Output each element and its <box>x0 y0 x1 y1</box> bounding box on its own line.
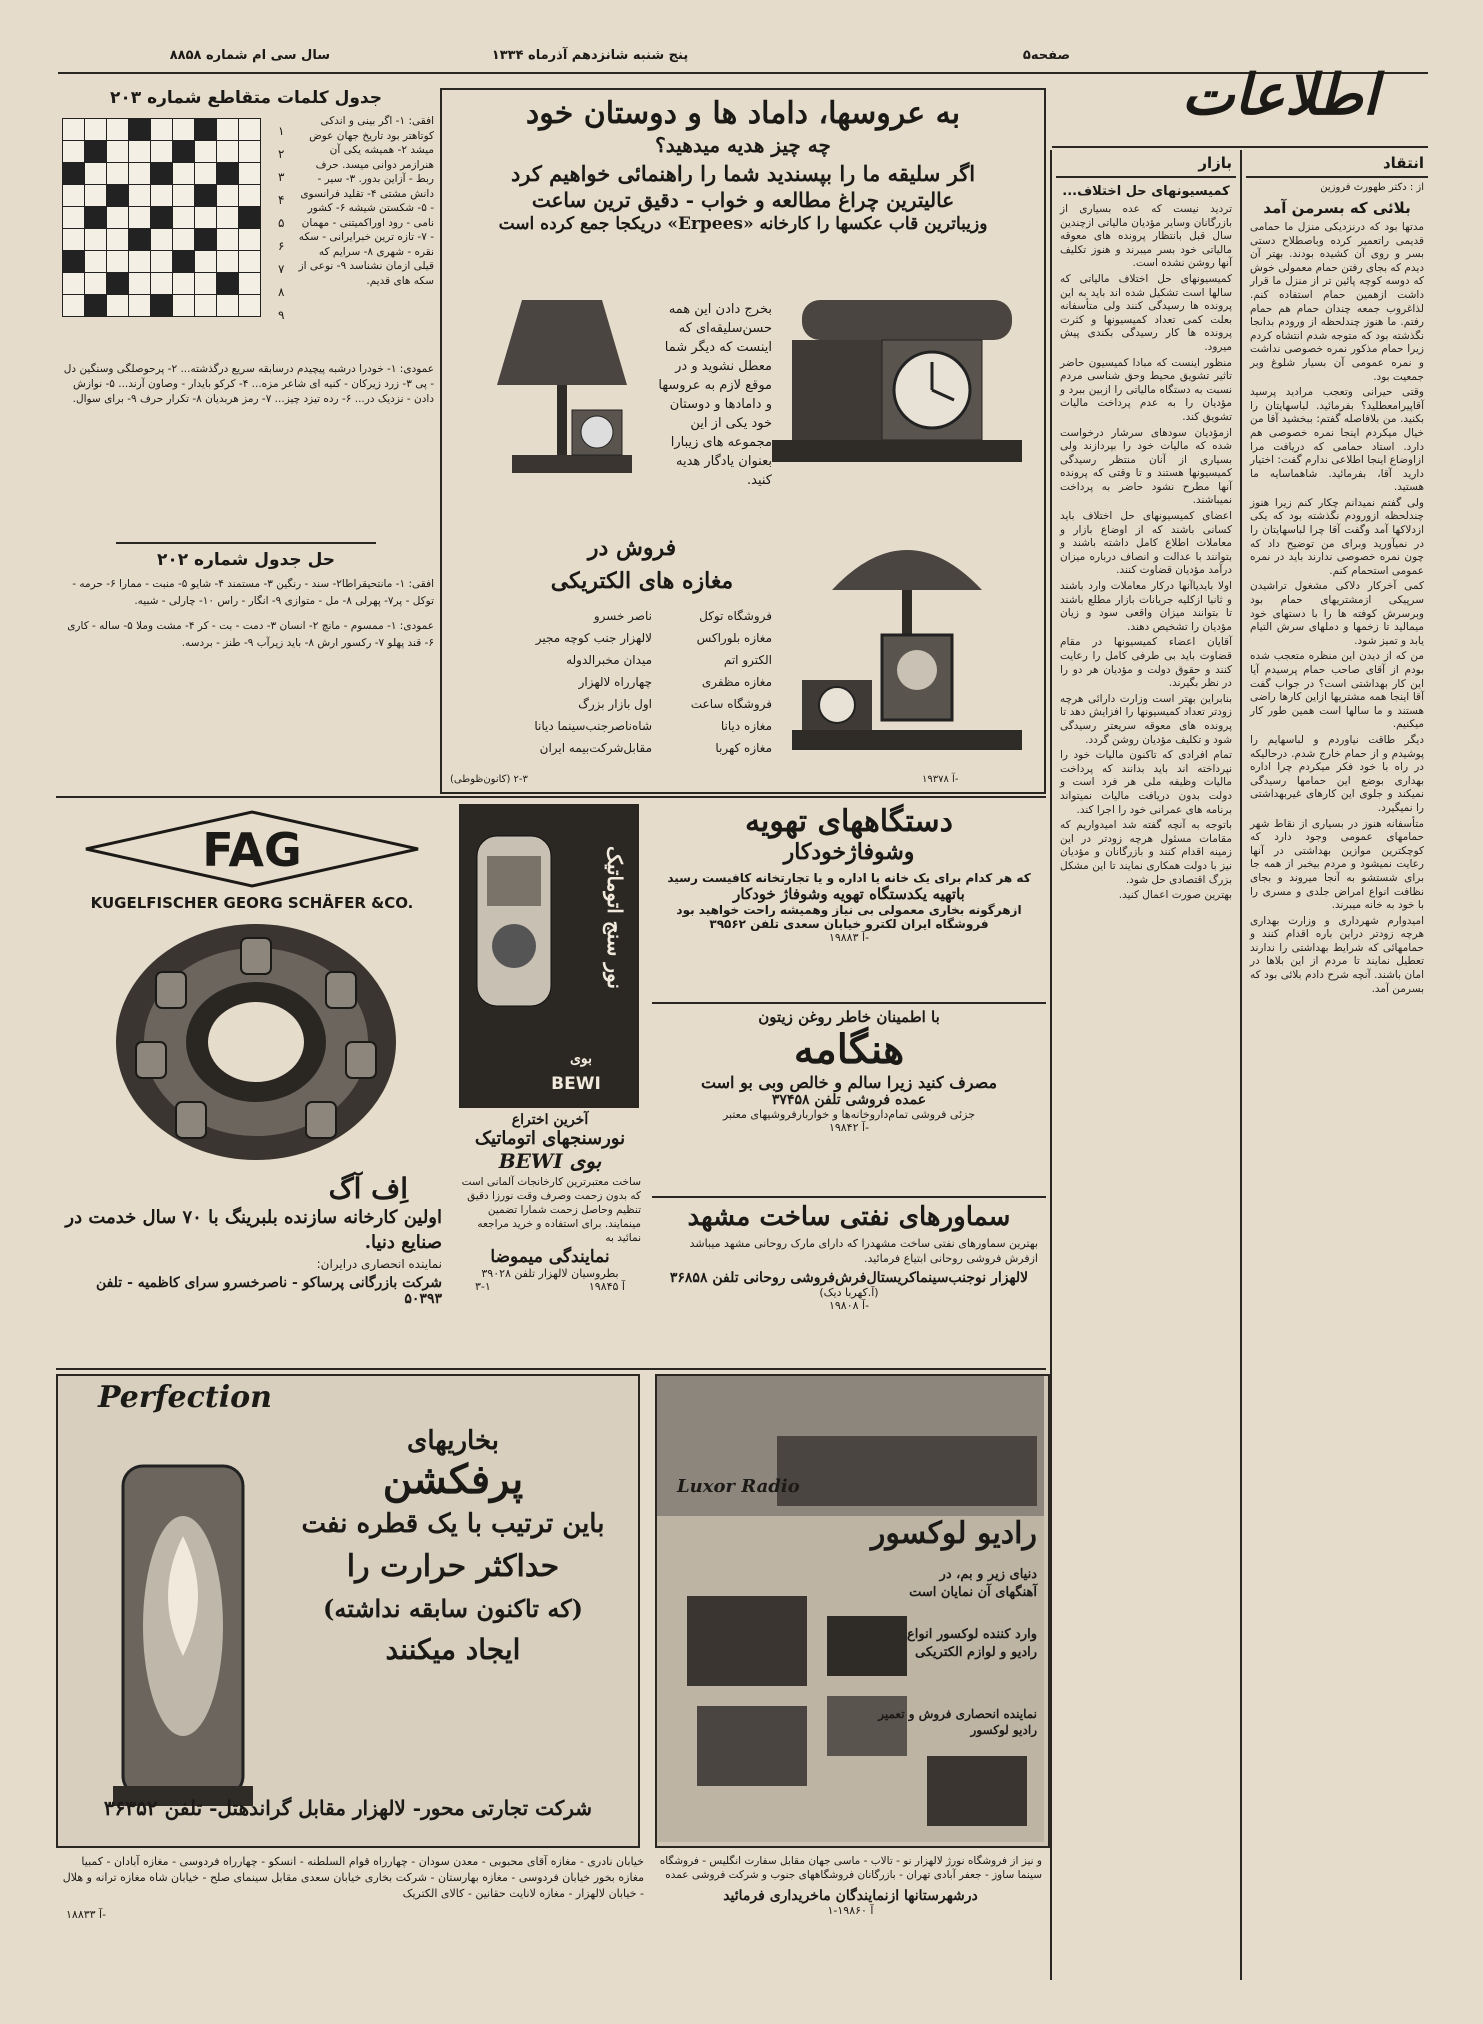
headline: کمیسیونهای حل اختلاف... <box>1062 184 1230 199</box>
store-address: میدان مخبرالدوله <box>566 653 652 667</box>
column-rule <box>1050 150 1052 1980</box>
page-number: صفحه۵ <box>1022 48 1070 63</box>
store-name: مغازه کهربا <box>715 741 772 755</box>
crossword-section <box>56 88 436 788</box>
row-number: ۲ <box>278 147 285 161</box>
paragraph: کمی آخرکار دلاکی مشغول تراشیدن سرپیکی ازمشتریهای حمام بود وبرسرش کوفته ها را با دستهای خود میمالید تا زخمها و دملهای سرش التیام یابد و تمیز شود. <box>1250 580 1424 647</box>
luxor-agent: نماینده انحصاری فروش و تعمیر رادیو لوکسور <box>878 1707 1037 1737</box>
ventilation-text: که هر کدام برای یک خانه یا اداره و یا تجارتخانه کافیست رسید <box>667 871 1031 885</box>
store-list <box>652 605 772 759</box>
store-address: شاه‌ناصرجنب‌سینما دیانا <box>534 719 652 733</box>
bewi-description: ساخت معتبرترین کارخانجات آلمانی است که بدون زحمت وصرف وقت نورزا دقیق تنظیم وحاصل زحمت شمارا تضمین مینمایند. برای استفاده و خرید مراجعه نمائید به <box>461 1176 641 1244</box>
ad-code: آ ۱۹۳۷۸- <box>922 774 959 785</box>
market-column <box>1056 152 1236 1963</box>
bewi-agent: نمایندگی میموضا <box>490 1247 610 1267</box>
ad-code: آ ۱۹۸۰۸- <box>828 1299 870 1312</box>
bewi-brand-fa: بوی <box>569 1051 593 1067</box>
row-number: ۳ <box>278 170 285 184</box>
store-name: الکترو اتم <box>723 653 772 667</box>
luxor-illustration <box>657 1376 1044 1842</box>
paragraph: بنابراین بهتر است وزارت دارائی هرچه زودتر تعداد کمیسیونها را افزایش دهد تا پرونده های معوقه سریعتر رسیدگی شود و تکلیف مؤدیان روشن گردد. <box>1060 692 1232 746</box>
paragraph: من که از دیدن این منظره متعجب شده بودم از آقای صاحب حمام پرسیدم آیا این کار بهداشتی است؟ در جواب گفت آقا اینجا همه مشتریها ازاین کارها راضی هستند و ما سالها است همین طور کار میکنیم. <box>1250 650 1424 731</box>
perfection-advertisement <box>56 1374 648 1974</box>
row-number: ۱ <box>278 124 285 138</box>
paragraph: تمام افرادی که تاکنون مالیات خود را نپرداخته اند باید بدانند که پرداخت مالیات وظیفه ملی هر فرد است و دولت بدون دریافت مالیات نمیتواند برنامه های عمرانی خود را اجرا کند. <box>1060 749 1232 816</box>
bewi-advertisement <box>455 804 645 1364</box>
perfection-line: (که تاکنون سابقه نداشته) <box>322 1594 584 1623</box>
bewi-product: نور سنج اتوماتیک <box>603 846 627 989</box>
paragraph: کمیسیونهای حل اختلاف مالیاتی که سالها است تشکیل شده اند باید به این پرونده ها رسیدگی کنند ولی متأسفانه بعلت کمی تعداد کمیسیونها و کثرت پرونده ها کار رسیدگی بکندی پیش میرود. <box>1060 272 1232 353</box>
store-address: ناصر خسرو <box>593 609 652 623</box>
luxor-desc: وارد کننده لوکسور انواع رادیو و لوازم الکتریکی <box>907 1627 1037 1660</box>
sale-subtitle: مغازه های الکتریکی <box>550 568 734 594</box>
clock-lamp-illustration <box>772 280 1032 480</box>
paragraph: منظور اینست که مبادا کمیسیون حاضر تاثیر تشویق محیط وحق شناسی مردم نسبت به دستگاه مالیاتی را ازبین ببرد و مؤدیان را به عدم پرداخت مالیات تشویق کند. <box>1060 356 1232 423</box>
luxor-footer-cta: درشهرستانها ازنمایندگان ماخریداری فرمائید <box>723 1888 978 1904</box>
horizontal-clues: افقی: ۱- اگر بینی و اندکی کوتاهتر بود تاریخ جهان عوض میشد ۲- همیشه یکی آن هنرازمر دوانی میسد. حرف ربط - آزاین بدور. ۳- سیر - دانش مشتی ۴- تقلید فرانسوی - ۵- شکستن شیشه ۶- کشور نامی - رود اوراکمیتنی - مهمان - ۷- تازه ترین خبرایرانی - سکه نقره - شهری ۸- سرایم که قیلی ازمان نشناسد ۹- نوعی از سکه های قدیم. <box>298 115 434 287</box>
paragraph: دیگر طاقت نیاوردم و لباسهایم را پوشیدم و از حمام خارج شدم. درحالیکه در راه با خود فکر میکردم چرا اداره بهداری بوضع این حمامها رسیدگی نمیکند و جلوی این کارهای غیربهداشتی را نمیگیرد. <box>1250 733 1424 814</box>
store-name: مغازه دیانا <box>720 719 772 733</box>
paragraph: تردید نیست که عده بسیاری از بازرگانان وسایر مؤدیان مالیاتی ازچندین سال قبل بانتظار پرونده های معوقه مالیاتی خود بسر میبرند و هنوز تکلیف آنها روشن نشده است. <box>1060 203 1232 270</box>
row-number: ۸ <box>278 285 285 299</box>
vertical-clues: عمودی: ۱- خودرا درشبه پیچیدم درسابقه سریع درگذشته... ۲- پرحوصلگی وسنگین دل - پی ۳- زرد زیرکان - کنیه ای شاعر مزه... ۴- کرکو بایدار - وصاون آرند... ۵- نوازش دادن - نزدیک در... ۶- رده تیزد چیز... ۷- رمز هربدیان ۸- تکرار حرف ۹- برای سوال. <box>63 363 434 405</box>
row-number: ۶ <box>278 239 285 253</box>
store-address: لالهزار جنب کوچه مجیر <box>535 631 652 645</box>
perfection-stores: خیابان نادری - مغازه آقای محبوبی - معدن سودان - چهارراه قوام السلطنه - انسکو - چهارراه فردوسی - مغازه آبادان - کمبیا مغازه بخور خیابان فردوسی - مغازه بهارستان - شرکت بخاری خیابان سعدی مقابل سینمای صلح - خیابان شاه مغازه ترانه و هلال - خیابان لالهزار - مغازه لانایت حقانین - کالای الکتریک <box>62 1855 644 1900</box>
paragraph: باتوجه به آنچه گفته شد امیدواریم که مقامات مسئول هرچه زودتر در این زمینه اقدام کنند و بازرگانان و مؤدیان نیز با دولت همکاری نمایند تا این مشکل بزرگ اقتصادی حل شود. <box>1060 819 1232 886</box>
solution-title: حل جدول شماره ۲۰۲ <box>156 550 336 570</box>
crossword-title: جدول کلمات متقاطع شماره ۲۰۳ <box>110 88 382 108</box>
store-address: چهارراه لالهزار <box>578 675 652 689</box>
gift-line: عالیترین چراغ مطالعه و خواب - دقیق ترین ساعت <box>531 188 955 212</box>
crossword-grid[interactable] <box>62 118 261 317</box>
section-rule <box>56 1368 1046 1370</box>
ad-code: آ ۱۹۸۸۳- <box>828 931 870 944</box>
ventilation-subtitle: وشوفاژخودکار <box>783 839 915 865</box>
paragraph: ازمؤدیان سودهای سرشار درخواست شده که مالیات خود را بپردازند ولی بسیاری از آنان منتظر رسیدگی کمیسیونها هستند و تا وقتی که پرونده آنها مطرح نشود حاضر به پرداخت نمیباشند. <box>1060 426 1232 507</box>
perfection-line: پرفکشن <box>382 1456 524 1503</box>
oil-top: با اطمینان خاطر روغن زیتون <box>758 1008 940 1026</box>
gift-subheadline: چه چیز هدیه میدهید؟ <box>655 133 831 157</box>
paragraph: آقایان اعضاء کمیسیونها در مقام قضاوت باید بی طرفی کامل را رعایت کنند و حقوق دولت و مؤدیان هر دو را در نظر بگیرند. <box>1060 636 1232 690</box>
dome-lamp-illustration <box>782 530 1032 780</box>
store-addresses <box>482 605 652 759</box>
column-rule <box>1240 150 1242 1980</box>
perfection-line: باین ترتیب با یک قطره نفت <box>301 1509 605 1539</box>
olive-oil-advertisement <box>652 1008 1046 1198</box>
ball-bearing-illustration <box>56 912 448 1172</box>
ad-code: آ ۱۹۸۴۲- <box>828 1121 870 1134</box>
luxor-brand: Luxor Radio <box>677 1476 800 1497</box>
solution-horizontal: افقی: ۱- مانتحیقراطا۲- سند - رنگین ۳- مستمند ۴- شایو ۵- منبت - ممارا ۶- حرمه - توکل - پر۷- پهرلی ۸- مل - متوازی ۹- انگار - راس ۱۰- چارلی - شبیه. <box>72 578 434 607</box>
ventilation-title: دستگاههای تهویه <box>744 804 954 839</box>
section-title: بازار <box>1198 154 1232 172</box>
luxor-footer: و نیز از فروشگاه نورژ لالهزار نو - تالاب - ماسی جهان مقابل سفارت انگلیس - فروشگاه سینما ساوز - جعفر آبادی تهران - بازرگانان فروشگاههای جنوب و شرکت فروشی عمده <box>659 1855 1042 1881</box>
critique-column <box>1246 152 1428 1941</box>
bewi-title: نورسنجهای اتوماتیک <box>474 1128 626 1149</box>
oil-wholesale: عمده فروشی تلفن ۳۷۴۵۸ <box>771 1092 927 1108</box>
store-name: فروشگاه توکل <box>699 609 772 623</box>
ad-code: آ ۱۸۸۳۳- <box>66 1908 107 1921</box>
heater-illustration <box>98 1426 268 1826</box>
samovar-title: سماورهای نفتی ساخت مشهد <box>687 1202 1011 1232</box>
bewi-brand: BEWI <box>551 1074 601 1094</box>
light-meter-icon <box>469 826 559 1026</box>
gift-line: اگر سلیقه ما را بپسندید شما را راهنمائی خواهیم کرد <box>510 161 976 186</box>
perfection-line: حداکثر حرارت را <box>346 1549 560 1584</box>
samovar-text: بهترین سماورهای نفتی ساخت مشهدرا که دارای مارک روحانی مشهد میباشد ازفرش فروشی روحانی ابتیاع فرمائید. <box>689 1237 1038 1265</box>
paragraph: مدتها بود که درنزدیکی منزل ما حمامی قدیمی راتعمیر کرده وباصطلاح دستی بسر و روی آن کشیده بودند. بهتر آن دیدم که بجای رفتن حمام معمولی خوش که دوسه کوچه پائین تر از منزل ما قرار داشت ازهمین حمام استفاده کنم. لذاغروب جمعه چندان حمام هم حمام رفتم. ما هنوز چندلحظه از ورودم بدانجا نگذشته بود که متوجه شدم انتشاه کردم زیرا حمام مذکور نمره خصوصی نداشت و نمره عمومی آن بسیار شلوغ وبر جمعیت بود. <box>1250 221 1424 383</box>
section-rule <box>56 796 1046 798</box>
store-address: مقابل‌شرکت‌بیمه ایران <box>539 741 652 755</box>
ad-code: آ ۱۹۸۶۰-۱ <box>827 1904 874 1917</box>
perfection-brand: Perfection <box>98 1380 272 1415</box>
author: از : دکتر طهورث فروزین <box>1320 182 1424 193</box>
row-number: ۷ <box>278 262 285 276</box>
section-title: انتقاد <box>1382 154 1424 172</box>
perfection-text <box>278 1426 628 1666</box>
luxor-radio-advertisement <box>655 1374 1046 1974</box>
oil-line: مصرف کنید زیرا سالم و خالص وبی بو است <box>700 1073 998 1092</box>
row-number: ۹ <box>278 308 285 322</box>
fag-logo-text: FAG <box>202 823 302 877</box>
store-name: فروشگاه ساعت <box>690 697 772 711</box>
solution-vertical: عمودی: ۱- ممسوم - مانچ ۲- انسان ۳- دمت - بت - کر ۴- مشت وملا ۵- ساله - کاری ۶- قند پهلو ۷- رکسور ارش ۸- باید زیرآب ۹- طنز - بردسه. <box>67 620 434 649</box>
ventilation-advertisement <box>652 804 1046 1004</box>
gift-line: وزیباترین قاب عکسها را کارخانه «Erpees» دریکجا جمع کرده است <box>498 214 988 234</box>
issue-number: سال سی ام شماره ۸۸۵۸ <box>169 48 330 63</box>
ad-code: آ ۱۹۸۴۵ <box>588 1280 625 1293</box>
samovar-address: لالهزار نوجنب‌سینماکریستال‌فرش‌فروشی روحانی تلفن ۳۶۸۵۸ <box>669 1270 1029 1286</box>
row-number: ۴ <box>278 193 285 207</box>
grid-row-numbers <box>278 120 292 327</box>
samovar-advertisement <box>652 1202 1046 1364</box>
bewi-invention: آخرین اختراع <box>511 1112 589 1128</box>
fag-agent: نماینده انحصاری درایران: <box>316 1257 442 1271</box>
luxor-slogan: دنیای زیر و بم، در آهنگهای آن نمایان است <box>909 1567 1037 1600</box>
ventilation-text: باتهیه یکدستگاه تهویه وشوفاژ خودکار <box>733 885 965 903</box>
headline: بلائی که بسرمن آمد <box>1263 199 1411 217</box>
ventilation-address: فروشگاه ایران لکترو خیابان سعدی تلفن ۳۹۵۶۲ <box>709 917 989 931</box>
ventilation-text: ازهرگونه بخاری معمولی بی نیاز وهمیشه راحت خواهید بود <box>676 903 1022 917</box>
bewi-title2: بوی BEWI <box>498 1149 602 1173</box>
paragraph: اعضای کمیسیونهای حل اختلاف باید کسانی باشند که از اوضاع بازار و معاملات اطلاع کامل داشته باشند و بتوانند با عدالت و انصاف درباره میزان درآمد مؤدیان قضاوت کنند. <box>1060 510 1232 577</box>
oil-retail: جزئی فروشی تمام‌داروخانه‌ها و خواربارفروشیهای معتبر <box>722 1108 976 1121</box>
store-address: اول بازار بزرگ <box>578 697 652 711</box>
perfection-line: بخاریهای <box>407 1426 499 1456</box>
masthead-rule <box>1052 146 1428 148</box>
fag-advertisement <box>56 804 448 1364</box>
ad-code: (کانون‌ظوطی) ۳-۲ <box>450 774 528 785</box>
paragraph: ولی گفتم نمیدانم چکار کنم زیرا هنوز چندلحظه ازورودم نگذشته بود که یکی ازدلاکها آمد وگفت آقا چرا لباسهایتان را در نمیآورید وبرای من توضیح داد که چون نمره خصوصی ندارند باید در نمره عمومی استحمام کنم. <box>1250 496 1424 577</box>
perfection-line: ایجاد میکنند <box>385 1633 521 1666</box>
fag-line: صنایع دنیا. <box>364 1232 442 1253</box>
samovar-agency: (آ.کهربا دیک) <box>819 1286 879 1299</box>
row-number: ۵ <box>278 216 285 230</box>
fag-name: اِف آگ <box>328 1172 408 1205</box>
bewi-photo <box>459 804 639 1108</box>
gift-advertisement <box>440 88 1046 794</box>
paragraph: اولا بایدیاآنها درکار معاملات وارد باشند و ثانیا ازکلیه جریانات بازار مطلع باشند تا بتوانند میزان واقعی سود و زیان مؤدیان را تشخیص دهند. <box>1060 580 1232 633</box>
perfection-company: شرکت تجارتی محور- لالهزار مقابل گراندهتل- تلفن ۳۶۳۵۲ <box>103 1796 593 1820</box>
paragraph: وقتی حیرانی وتعجب مرادید پرسید آقاپیرامعطلید؟ بفرمائید. لباسهایتان را بکنید. من بلافاصله گفتم: ببخشید آقا من خیال میکردم اینجا نمره خصوصی هم دارد. استاد حمامی که دریافت مرا ازاوضاع اینجا اطلاعی ندارم گفت: اختیار دارید آقا، بفرمائید. شاهماسایه ما هستید. <box>1250 386 1424 494</box>
store-name: مغازه بلوراکس <box>696 631 772 645</box>
gift-headline: به عروسها، داماد ها و دوستان خود <box>525 96 961 131</box>
issue-date: پنج شنبه شانزدهم آذرماه ۱۳۳۴ <box>491 48 689 63</box>
luxor-title: رادیو لوکسور <box>870 1516 1037 1551</box>
masthead: اطلاعات <box>1181 62 1379 128</box>
table-lamp-illustration <box>462 290 662 500</box>
oil-brand: هنگامه <box>793 1026 905 1073</box>
fag-address: شرکت بازرگانی پرساکو - ناصرخسرو سرای کاظمیه - تلفن ۵۰۳۹۳ <box>95 1275 442 1307</box>
paragraph: متأسفانه هنوز در بسیاری از نقاط شهر حمامهای عمومی وجود دارد که کوچکترین موازین بهداشتی در آنها رعایت نمیشود و مردم بیخبر از همه جا برای شستشو به آنجا میروند و بجای نظافت انواع امراض جلدی و مسری را با خود به خانه میبرند. <box>1250 817 1424 912</box>
fag-logo <box>56 804 448 894</box>
store-name: مغازه مظفری <box>701 675 772 689</box>
gift-blurb: بخرج دادن این همه حسن‌سلیقه‌ای که اینست که دیگر شما معطل نشوید و در موقع لازم به عروسها و دامادها و دوستان خود یکی از این مجموعه های زیبارا بعنوان یادگار هدیه کنید. <box>658 302 772 488</box>
fag-company: KUGELFISCHER GEORG SCHÄFER &CO. <box>90 894 414 912</box>
fag-line: اولین کارخانه سازنده بلبرینگ با ۷۰ سال خدمت در <box>65 1207 442 1228</box>
sale-title: فروش در <box>587 535 677 561</box>
paragraph: امیدوارم شهرداری و وزارت بهداری هرچه زودتر دراین باره اقدام کنند و حمامهائی که شرایط بهداشتی را ندارند تعطیل نمایند تا مردم از این بلاها در امان باشند. آنچه شرح دادم بلائی بود که بسرمن آمد. <box>1250 914 1424 995</box>
paragraph: بهترین صورت اعمال کنید. <box>1118 889 1232 902</box>
ad-code: ۳-۱ <box>475 1280 491 1293</box>
bewi-address: بطروسیان لالهزار تلفن ۳۹۰۲۸ <box>481 1267 619 1280</box>
